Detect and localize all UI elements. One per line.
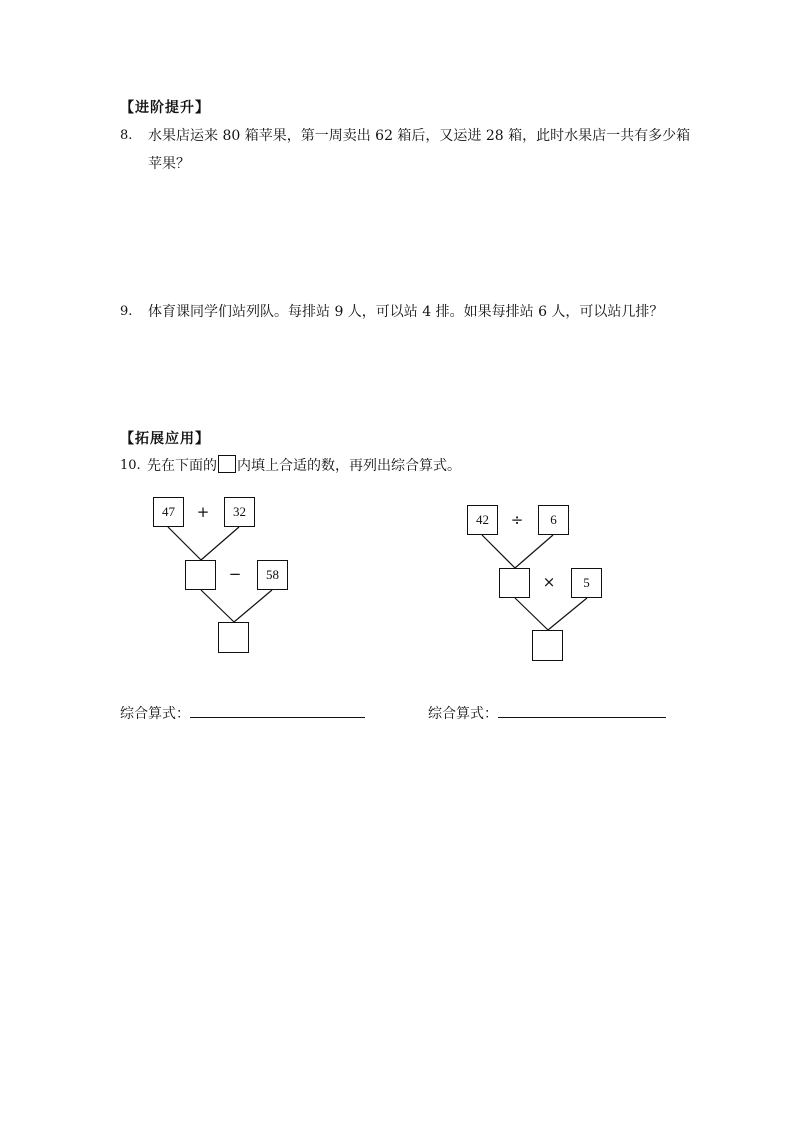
right-formula-answer-line[interactable] bbox=[498, 717, 666, 718]
right-tree-box-mid[interactable] bbox=[499, 568, 530, 598]
question-10-text-after: 内填上合适的数，再列出综合算式。 bbox=[237, 458, 461, 474]
question-8-number: 8. bbox=[120, 128, 133, 143]
question-8-text-line1: 水果店运来 80 箱苹果，第一周卖出 62 箱后，又运进 28 箱，此时水果店一共有多少箱 bbox=[148, 128, 691, 144]
right-tree-operator-1: ÷ bbox=[510, 511, 524, 529]
section-heading-extension: 【拓展应用】 bbox=[120, 431, 210, 447]
right-tree-box-a: 42 bbox=[467, 505, 498, 535]
right-formula-label: 综合算式： bbox=[428, 706, 498, 722]
right-tree-box-result[interactable] bbox=[532, 630, 563, 661]
left-tree-box-mid[interactable] bbox=[185, 560, 216, 590]
inline-answer-box-icon bbox=[218, 455, 236, 473]
right-tree-box-c: 5 bbox=[571, 568, 602, 598]
right-tree-operator-2: × bbox=[542, 573, 556, 591]
left-tree-box-b: 32 bbox=[224, 497, 255, 527]
question-9-number: 9. bbox=[120, 304, 133, 319]
question-10-text bbox=[147, 452, 461, 480]
right-tree-box-b: 6 bbox=[538, 505, 569, 535]
left-tree-operator-2: − bbox=[228, 565, 242, 583]
section-heading-advanced: 【进阶提升】 bbox=[120, 100, 210, 116]
question-10-number: 10. bbox=[120, 458, 141, 473]
question-8-text-line2: 苹果？ bbox=[148, 156, 190, 172]
left-tree-box-c: 58 bbox=[257, 560, 288, 590]
question-10-text-before: 先在下面的 bbox=[147, 458, 217, 474]
left-tree-box-a: 47 bbox=[153, 497, 184, 527]
left-tree-operator-1: + bbox=[196, 503, 210, 521]
left-formula-answer-line[interactable] bbox=[190, 717, 365, 718]
left-tree-box-result[interactable] bbox=[218, 622, 249, 653]
question-9-text: 体育课同学们站列队。每排站 9 人，可以站 4 排。如果每排站 6 人，可以站几排？ bbox=[148, 304, 664, 320]
left-formula-label: 综合算式： bbox=[120, 706, 190, 722]
